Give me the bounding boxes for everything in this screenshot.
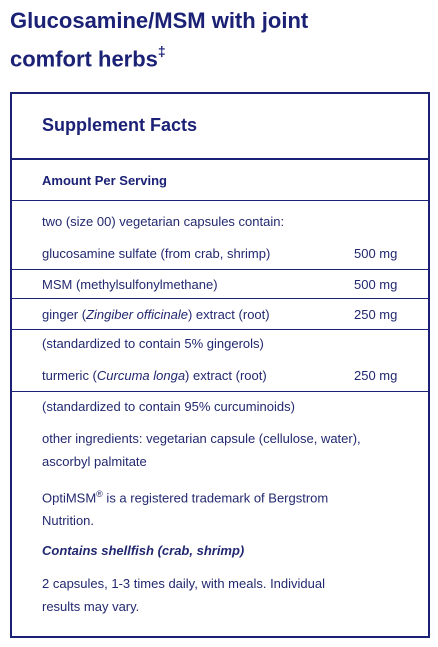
trademark-text: is a registered trademark of Bergstrom [102, 490, 329, 506]
trademark-notice [42, 483, 412, 532]
facts-header [12, 94, 428, 160]
ingredient-name [42, 368, 267, 383]
ingredient-latin-name: Curcuma longa [96, 368, 186, 383]
ingredient-name: MSM (methylsulfonylmethane) [42, 277, 218, 292]
supplement-facts-panel [10, 92, 430, 638]
product-title-line1: Glucosamine/MSM with joint [10, 8, 309, 33]
double-dagger-mark: ‡ [157, 43, 166, 59]
directions [42, 572, 412, 618]
serving-intro: two (size 00) vegetarian capsules contain: [42, 214, 285, 229]
ingredient-amount: 250 mg [354, 307, 398, 322]
ingredient-latin-name: Zingiber officinale [86, 307, 188, 322]
ingredient-name-part: ) extract (root) [187, 307, 270, 322]
allergen-warning: Contains shellfish (crab, shrimp) [42, 543, 245, 558]
directions-line2: results may vary. [42, 599, 140, 614]
ingredient-name-part: ) extract (root) [185, 368, 267, 383]
ingredient-note: (standardized to contain 5% gingerols) [42, 336, 264, 351]
registered-mark: ® [96, 489, 103, 499]
facts-title: Supplement Facts [42, 115, 198, 135]
ingredient-name: glucosamine sulfate (from crab, shrimp) [42, 246, 271, 261]
product-title-line2: comfort herbs [10, 46, 158, 72]
ingredient-row [12, 201, 428, 270]
ingredient-row [12, 330, 428, 392]
ingredient-note: (standardized to contain 95% curcuminoids) [42, 399, 295, 414]
ingredient-name-part: ginger ( [42, 307, 87, 322]
ingredient-name [42, 307, 270, 322]
amount-per-serving-row [12, 160, 428, 201]
ingredient-amount: 250 mg [354, 368, 398, 383]
trademark-line2: Nutrition. [42, 513, 95, 529]
ingredient-amount: 500 mg [354, 277, 398, 292]
other-ingredients-line2: ascorbyl palmitate [42, 454, 147, 469]
amount-per-serving-label: Amount Per Serving [42, 173, 167, 188]
other-ingredients-line1: other ingredients: vegetarian capsule (cellulose, water), [42, 431, 361, 446]
directions-line1: 2 capsules, 1-3 times daily, with meals. Individual [42, 576, 325, 591]
product-title [10, 5, 430, 75]
ingredient-amount: 500 mg [354, 246, 398, 261]
ingredient-row [12, 270, 428, 299]
ingredient-row [12, 299, 428, 330]
trademark-brand: OptiMSM [42, 490, 97, 506]
ingredient-name-part: turmeric ( [42, 368, 97, 383]
other-ingredients [42, 427, 412, 473]
